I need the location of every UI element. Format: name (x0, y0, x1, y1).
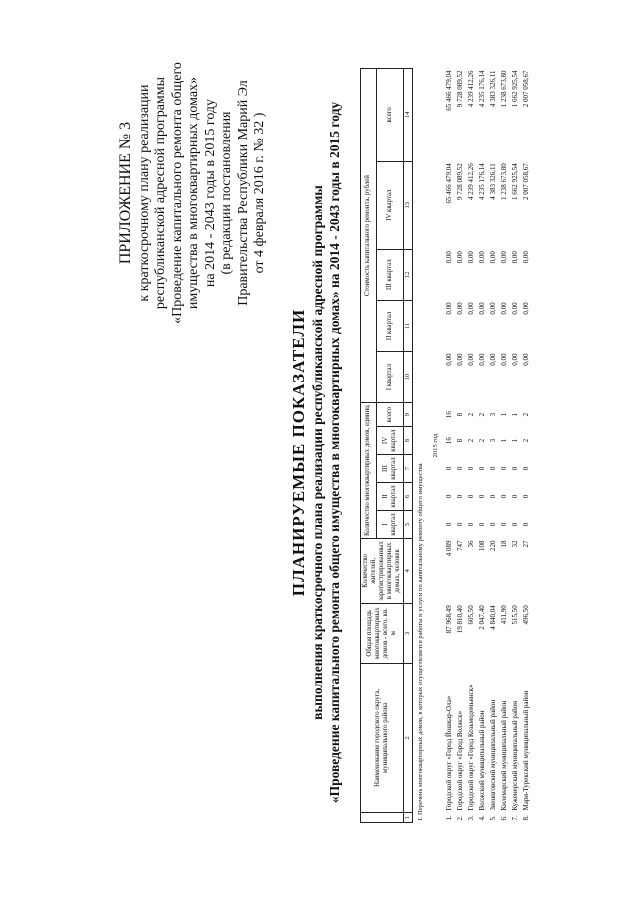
cell-no: 2. (456, 815, 464, 821)
document-titles (289, 0, 343, 905)
header-count-q4: IV квартал (376, 427, 403, 455)
cell-s1: 0,00 (478, 353, 486, 366)
cell-s4: 4 235 176,14 (478, 163, 486, 200)
cell-s2: 0,00 (445, 302, 453, 315)
appendix-number: ПРИЛОЖЕНИЕ № 3 (117, 121, 134, 265)
cell-c2: 0 (489, 494, 497, 499)
cell-name: Килемарский муниципальный район (500, 700, 508, 811)
subtitle-line-2: «Проведение капитального ремонта общего имущества в многоквартирных домах» на 2014 - 2043 годы в 2015 году (327, 101, 342, 804)
cell-s3: 0,00 (467, 251, 475, 264)
cell-res: 220 (489, 540, 497, 551)
cell-s4: 2 007 058,67 (522, 163, 530, 200)
cell-s4: 65 466 479,04 (445, 163, 453, 204)
cell-name: Городской округ «Город Волжск» (456, 710, 464, 811)
appendix-line: на 2014 - 2043 годы в 2015 году (202, 98, 218, 288)
cell-s2: 0,00 (478, 302, 486, 315)
cell-c2: 0 (467, 494, 475, 499)
cell-s3: 0,00 (511, 251, 519, 264)
header-area: Общая площадь многоквартирных домов - всего, кв. м (361, 603, 404, 663)
page-title: ПЛАНИРУЕМЫЕ ПОКАЗАТЕЛИ (289, 308, 308, 597)
cell-name: Мари-Турекский муниципальный район (522, 690, 530, 811)
cell-c2: 0 (511, 494, 519, 499)
table-row (488, 69, 499, 823)
header-no (361, 813, 404, 823)
cell-c4: 3 (489, 438, 497, 443)
section-heading: I. Перечень многоквартирных домов, в которых осуществляется работы и услуги по капитальному ремонту общего имущества (417, 463, 424, 821)
cell-res: 108 (478, 540, 486, 551)
cell-c4: 8 (456, 438, 464, 443)
table-row (477, 69, 488, 823)
column-number: 13 (404, 161, 413, 249)
header-count-q2: II квартал (376, 483, 403, 511)
cell-c2: 0 (522, 494, 530, 499)
cell-res: 4 089 (445, 540, 453, 557)
appendix-line: Правительства Республики Марий Эл (235, 80, 251, 306)
column-number: 9 (404, 403, 413, 427)
cell-s2: 0,00 (456, 302, 464, 315)
cell-s3: 0,00 (456, 251, 464, 264)
year-label: 2015 год (432, 433, 439, 458)
header-cost-q3: III квартал (376, 249, 403, 300)
cell-area: 605,50 (467, 605, 475, 625)
cell-c1: 0 (500, 522, 508, 527)
cell-no: 1. (445, 815, 453, 821)
table-row (444, 69, 455, 823)
cell-c1: 0 (467, 522, 475, 527)
table-row (455, 69, 466, 823)
cell-no: 4. (478, 815, 486, 821)
column-number: 8 (404, 427, 413, 455)
cell-st: 9 728 089,52 (456, 70, 464, 108)
cell-c3: 0 (478, 466, 486, 471)
cell-c3: 0 (489, 466, 497, 471)
appendix-header (118, 43, 269, 343)
cell-st: 1 662 925,54 (511, 70, 519, 108)
cell-res: 747 (456, 540, 464, 551)
header-name: Наименование городского округа, муниципального района (361, 663, 404, 812)
cell-area: 87 968,49 (445, 605, 453, 634)
table-body (444, 69, 532, 823)
cell-s2: 0,00 (489, 302, 497, 315)
cell-c4: 16 (445, 437, 453, 445)
header-cost-group: Стоимость капитального ремонта, рублей (361, 69, 377, 403)
cell-st: 1 238 673,80 (500, 70, 508, 108)
header-residents: Количество жителей, зарегистрированных в многоквартирных домах, человек (361, 538, 404, 603)
cell-c4: 2 (467, 438, 475, 443)
cell-area: 2 047,40 (478, 605, 486, 630)
column-number: 10 (404, 352, 413, 403)
cell-c3: 0 (522, 466, 530, 471)
header-count-q3: III квартал (376, 455, 403, 483)
cell-c2: 0 (478, 494, 486, 499)
column-number: 11 (404, 300, 413, 351)
cell-res: 36 (467, 540, 475, 548)
column-number: 5 (404, 511, 413, 539)
cell-name: Куженерский муниципальный район (511, 700, 519, 811)
appendix-line: «Проведение капитального ремонта общего (169, 62, 185, 324)
cell-res: 32 (511, 540, 519, 548)
table-row (499, 69, 510, 823)
cell-area: 496,50 (522, 605, 530, 625)
cell-s1: 0,00 (467, 353, 475, 366)
cell-ct: 2 (467, 412, 475, 417)
column-number: 14 (404, 69, 413, 162)
column-number-row (404, 69, 413, 823)
cell-c1: 0 (511, 522, 519, 527)
appendix-line: (в редакции постановления (219, 111, 234, 275)
appendix-line: к краткосрочному плану реализации (136, 84, 152, 302)
cell-c2: 0 (456, 494, 464, 499)
header-count-q1: I квартал (376, 511, 403, 539)
header-cost-q4: IV квартал (376, 161, 403, 249)
cell-no: 6. (500, 815, 508, 821)
cell-ct: 8 (456, 412, 464, 417)
cell-s2: 0,00 (467, 302, 475, 315)
appendix-line: от 4 февраля 2016 г. № 32 ) (252, 112, 267, 274)
cell-s3: 0,00 (489, 251, 497, 264)
cell-s1: 0,00 (500, 353, 508, 366)
cell-ct: 16 (445, 411, 453, 419)
column-number: 4 (404, 538, 413, 603)
cell-res: 18 (500, 540, 508, 548)
column-number: 6 (404, 483, 413, 511)
cell-c1: 0 (522, 522, 530, 527)
cell-c2: 0 (445, 494, 453, 499)
cell-s4: 9 728 089,52 (456, 163, 464, 200)
cell-s1: 0,00 (522, 353, 530, 366)
cell-name: Городской округ «Город Йошкар-Ола» (445, 695, 453, 811)
table-header-row (361, 69, 377, 823)
cell-s3: 0,00 (500, 251, 508, 264)
cell-ct: 2 (478, 412, 486, 417)
cell-name: Городской округ «Город Козьмодемьянск» (467, 684, 475, 811)
cell-name: Звениговский муниципальный район (489, 699, 497, 811)
cell-name: Волжский муниципальный район (478, 710, 486, 811)
appendix-line: имущества в многоквартирных домах» (186, 76, 201, 310)
cell-ct: 1 (511, 412, 519, 417)
cell-c3: 0 (445, 466, 453, 471)
header-cost-q1: I квартал (376, 352, 403, 403)
cell-no: 5. (489, 815, 497, 821)
section-heading-row (413, 69, 427, 823)
cell-s4: 4 383 326,11 (489, 163, 497, 200)
header-cost-q2: II квартал (376, 300, 403, 351)
cell-st: 4 383 326,11 (489, 70, 497, 107)
cell-s4: 1 238 673,80 (500, 163, 508, 200)
column-number: 3 (404, 603, 413, 663)
cell-st: 4 235 176,14 (478, 70, 486, 108)
cell-s1: 0,00 (456, 353, 464, 366)
cell-c3: 0 (511, 466, 519, 471)
header-cost-total: всего (376, 69, 403, 162)
cell-st: 4 239 412,26 (467, 70, 475, 108)
cell-res: 27 (522, 540, 530, 548)
column-number: 2 (404, 663, 413, 812)
column-number: 1 (404, 813, 413, 823)
cell-s4: 4 239 412,26 (467, 163, 475, 200)
cell-s3: 0,00 (445, 251, 453, 264)
cell-no: 7. (511, 815, 519, 821)
appendix-line: республиканской адресной программы (153, 76, 168, 310)
cell-s1: 0,00 (489, 353, 497, 366)
cell-c3: 0 (467, 466, 475, 471)
cell-c4: 1 (511, 438, 519, 443)
cell-c4: 1 (500, 438, 508, 443)
cell-s3: 0,00 (522, 251, 530, 264)
indicators-table (360, 68, 532, 823)
cell-s4: 1 662 925,54 (511, 163, 519, 200)
cell-no: 8. (522, 815, 530, 821)
cell-st: 65 466 479,04 (445, 70, 453, 111)
table-row (466, 69, 477, 823)
cell-c1: 0 (489, 522, 497, 527)
column-number: 7 (404, 455, 413, 483)
table-row (521, 69, 532, 823)
cell-s2: 0,00 (500, 302, 508, 315)
year-row (426, 69, 444, 823)
cell-area: 411,90 (500, 605, 508, 625)
cell-ct: 1 (500, 412, 508, 417)
cell-no: 3. (467, 815, 475, 821)
cell-c4: 2 (478, 438, 486, 443)
cell-c3: 0 (500, 466, 508, 471)
cell-area: 19 810,40 (456, 605, 464, 634)
cell-s3: 0,00 (478, 251, 486, 264)
cell-c1: 0 (478, 522, 486, 527)
cell-s1: 0,00 (511, 353, 519, 366)
cell-ct: 3 (489, 412, 497, 417)
cell-area: 515,50 (511, 605, 519, 625)
cell-c3: 0 (456, 466, 464, 471)
cell-ct: 2 (522, 412, 530, 417)
cell-c1: 0 (456, 522, 464, 527)
header-count-total: всего (376, 403, 403, 427)
header-count-group: Количество многоквартирных домов, единиц (361, 403, 377, 539)
column-number: 12 (404, 249, 413, 300)
cell-c4: 2 (522, 438, 530, 443)
cell-s1: 0,00 (445, 353, 453, 366)
table-row (510, 69, 521, 823)
cell-area: 4 840,04 (489, 605, 497, 630)
cell-s2: 0,00 (522, 302, 530, 315)
cell-c2: 0 (500, 494, 508, 499)
cell-c1: 0 (445, 522, 453, 527)
cell-s2: 0,00 (511, 302, 519, 315)
subtitle-line-1: выполнения краткосрочного плана реализации республиканской адресной программы (310, 185, 325, 720)
cell-st: 2 007 058,67 (522, 70, 530, 108)
